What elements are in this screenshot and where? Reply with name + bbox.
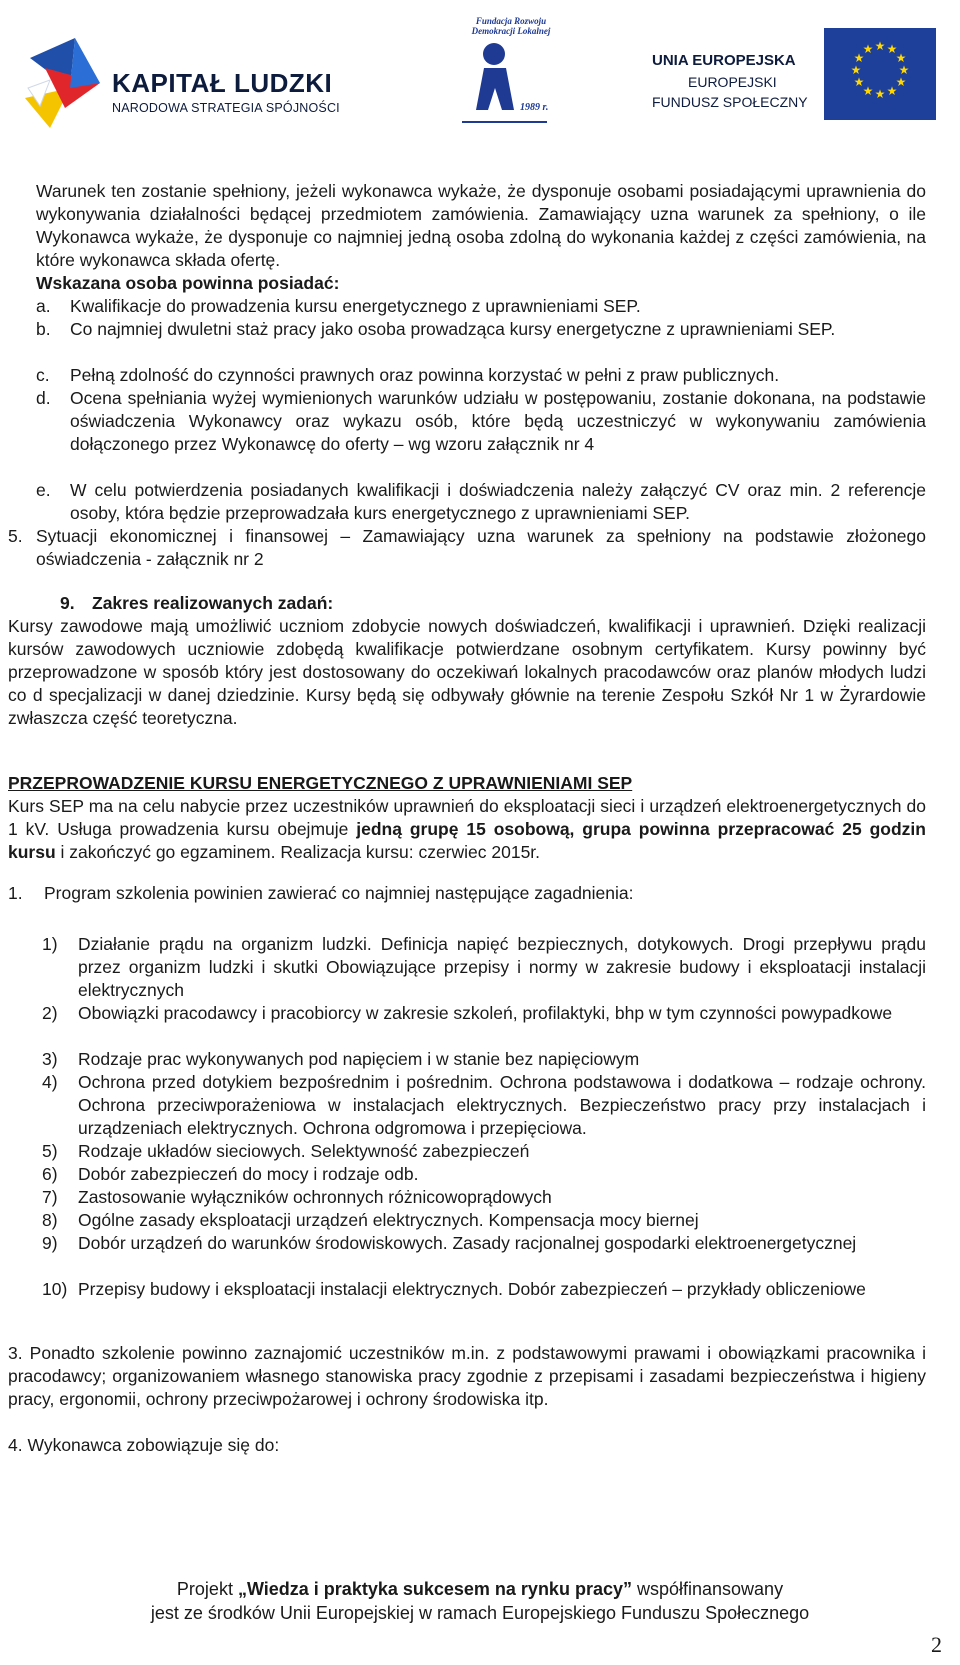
ue-line2: EUROPEJSKI: [688, 74, 777, 90]
topic-item: Ochrona przed dotykiem bezpośrednim i pośrednim. Ochrona podstawowa i dodatkowa – rodzaje ochrony. Ochrona przeciwporażeniowa w instalacjach elektrycznych. Bezpieczeństwo pracy przy instalacjach i urządzeniach elektrycznych. Ochrona odgromowa i przepięciowa.: [78, 1072, 926, 1138]
fundacja-figure-icon: [442, 10, 572, 145]
sep-heading: PRZEPROWADZENIE KURSU ENERGETYCZNEGO Z UPRAWNIENIAMI SEP: [8, 773, 633, 793]
unia-europejska-logo: [630, 28, 940, 138]
sep-intro-text-b: i zakończyć go egzaminem. Realizacja kursu: czerwiec 2015r.: [55, 842, 541, 862]
topic-label: 2): [42, 1003, 58, 1023]
svg-text:★: ★: [850, 63, 862, 77]
topic-label: 6): [42, 1164, 58, 1184]
footer-line1-b: współfinansowany: [631, 1579, 784, 1599]
topic-label: 9): [42, 1233, 58, 1253]
qual-item-e: W celu potwierdzenia posiadanych kwalifikacji i doświadczenia należy załączyć CV oraz min. 2 referencje osoby, która będzie przeprowadzała kurs energetycznego z uprawnieniami SEP.: [70, 480, 926, 523]
svg-text:★: ★: [898, 63, 910, 77]
point4-text: 4. Wykonawca zobowiązuje się do:: [8, 1435, 280, 1455]
sep-intro-text-a: Kurs SEP ma na celu nabycie przez uczestników uprawnień do eksploatacji sieci i urządzeń elektroenergetycznych do 1 kV. Usługa prowadzenia kursu obejmuje: [8, 796, 926, 839]
footer-line2: jest ze środków Unii Europejskiej w ramach Europejskiego Funduszu Społecznego: [150, 1603, 810, 1623]
fundacja-logo: [442, 10, 572, 145]
qual-label-b: b.: [36, 319, 51, 339]
svg-text:★: ★: [895, 75, 907, 89]
qual-item-d: Ocena spełniania wyżej wymienionych warunków udziału w postępowaniu, zostanie dokonana, na podstawie oświadczenia Wykonawcy oraz wykazu osób, które będą uczestniczyć w wykonywaniu zamówienia dołączonego przez Wykonawcę do oferty – wg wzoru załącznik nr 4: [70, 388, 926, 454]
ue-title: UNIA EUROPEJSKA: [652, 52, 796, 69]
topic-item: Zastosowanie wyłączników ochronnych różnicowoprądowych: [78, 1187, 552, 1207]
svg-text:★: ★: [895, 51, 907, 65]
section9-title: Zakres realizowanych zadań:: [92, 593, 334, 613]
ue-line3: FUNDUSZ SPOŁECZNY: [652, 94, 808, 110]
topic-item: Obowiązki pracodawcy i pracobiorcy w zakresie szkoleń, profilaktyki, bhp w tym czynności powypadkowe: [78, 1003, 893, 1023]
svg-text:★: ★: [886, 84, 898, 98]
topic-label: 3): [42, 1049, 58, 1069]
svg-text:★: ★: [874, 87, 886, 101]
program-label: 1.: [8, 883, 23, 903]
topic-label: 1): [42, 934, 58, 954]
topic-item: Rodzaje prac wykonywanych pod napięciem i w stanie bez napięciowym: [78, 1049, 640, 1069]
footer-line1: [0, 1577, 960, 1601]
svg-text:★: ★: [862, 42, 874, 56]
kapital-ludzki-emblem: [20, 28, 110, 138]
qual-item-c: Pełną zdolność do czynności prawnych oraz powinna korzystać w pełni z praw publicznych.: [70, 365, 780, 385]
topic-label: 7): [42, 1187, 58, 1207]
kapital-ludzki-logo: [20, 28, 350, 148]
topic-item: Dobór zabezpieczeń do mocy i rodzaje odb.: [78, 1164, 419, 1184]
topic-label: 10): [42, 1279, 68, 1299]
program-text: Program szkolenia powinien zawierać co najmniej następujące zagadnienia:: [44, 883, 634, 903]
footer-project-name: „Wiedza i praktyka sukcesem na rynku pracy”: [237, 1579, 632, 1599]
topic-item: Rodzaje układów sieciowych. Selektywność zabezpieczeń: [78, 1141, 530, 1161]
topic-item: Działanie prądu na organizm ludzki. Definicja napięć bezpiecznych, dotykowych. Drogi przepływu prądu przez organizm ludzki i skutki Obowiązujące przepisy i normy w zakresie budowy i eksploatacji instalacji elektrycznych: [78, 934, 926, 1000]
point5-label: 5.: [8, 526, 23, 546]
page-number: 2: [931, 1632, 942, 1657]
eu-flag-icon: [824, 28, 936, 120]
topic-label: 8): [42, 1210, 58, 1230]
wskazana-heading: Wskazana osoba powinna posiadać:: [36, 273, 340, 293]
kapital-ludzki-subtitle: NARODOWA STRATEGIA SPÓJNOŚCI: [112, 101, 340, 115]
topic-label: 4): [42, 1072, 58, 1092]
svg-text:★: ★: [853, 75, 865, 89]
section9-text: Kursy zawodowe mają umożliwić uczniom zdobycie nowych doświadczeń, kwalifikacji i uprawnień. Dzięki realizacji kursów zawodowych uczniowie zdobędą kwalifikacje potwierdzane osobnym certyfikatem. Kursy powinny być przeprowadzone w sposób który jest dostosowany do oczekiwań lokalnych pracodawców oraz planów młodych ludzi co d specjalizacji w danej dziedzinie. Kursy będą się odbywały głównie na terenie Zespołu Szkół Nr 1 w Żyrardowie zwłaszcza część teoretyczna.: [8, 616, 926, 728]
topic-label: 5): [42, 1141, 58, 1161]
qual-label-c: c.: [36, 365, 50, 385]
svg-text:★: ★: [886, 42, 898, 56]
point5-text: Sytuacji ekonomicznej i finansowej – Zamawiający uzna warunek za spełniony na podstawie złożonego oświadczenia - załącznik nr 2: [36, 526, 926, 569]
svg-text:★: ★: [862, 84, 874, 98]
point3-text: 3. Ponadto szkolenie powinno zaznajomić uczestników m.in. z podstawowymi prawami i obowiązkami pracownika i pracodawcy; organizowaniem własnego stanowiska pracy zgodnie z przepisami i zasadami bezpieczeństwa i higieny pracy, ergonomii, ochrony przeciwpożarowej i ochrony środowiska itp.: [8, 1343, 926, 1409]
qual-label-e: e.: [36, 480, 51, 500]
topic-item: Ogólne zasady eksploatacji urządzeń elektrycznych. Kompensacja mocy biernej: [78, 1210, 699, 1230]
qual-item-b: Co najmniej dwuletni staż pracy jako osoba prowadząca kursy energetyczne z uprawnieniami SEP.: [70, 319, 836, 339]
svg-text:★: ★: [874, 39, 886, 53]
topic-item: Przepisy budowy i eksploatacji instalacji elektrycznych. Dobór zabezpieczeń – przykłady obliczeniowe: [78, 1279, 866, 1299]
topic-item: Dobór urządzeń do warunków środowiskowych. Zasady racjonalnej gospodarki elektroenergetycznej: [78, 1233, 857, 1253]
fundacja-year: 1989 r.: [520, 102, 549, 113]
sep-intro: [8, 795, 926, 864]
footer-line1-a: Projekt: [176, 1579, 238, 1599]
fundacja-name: Fundacja Rozwoju Demokracji Lokalnej: [471, 16, 551, 36]
kapital-ludzki-title: KAPITAŁ LUDZKI: [112, 68, 333, 98]
qual-item-a: Kwalifikacje do prowadzenia kursu energetycznego z uprawnieniami SEP.: [70, 296, 641, 316]
section9-number: 9.: [60, 593, 75, 613]
qual-label-a: a.: [36, 296, 51, 316]
sep-intro-bold: jedną grupę 15 osobową, grupa powinna przepracować 25 godzin kursu: [8, 819, 926, 862]
eu-stars-icon: [824, 28, 936, 120]
intro-paragraph: Warunek ten zostanie spełniony, jeżeli wykonawca wykaże, że dysponuje osobami posiadającymi uprawnienia do wykonywania działalności będącej przedmiotem zamówienia. Zamawiający uzna warunek za spełniony, o ile Wykonawca wykaże, że dysponuje co najmniej jedną osoba zdolną do wykonania każdej z części zamówienia, na które wykonawca składa ofertę.: [36, 181, 926, 270]
qual-label-d: d.: [36, 388, 51, 408]
svg-text:★: ★: [853, 51, 865, 65]
